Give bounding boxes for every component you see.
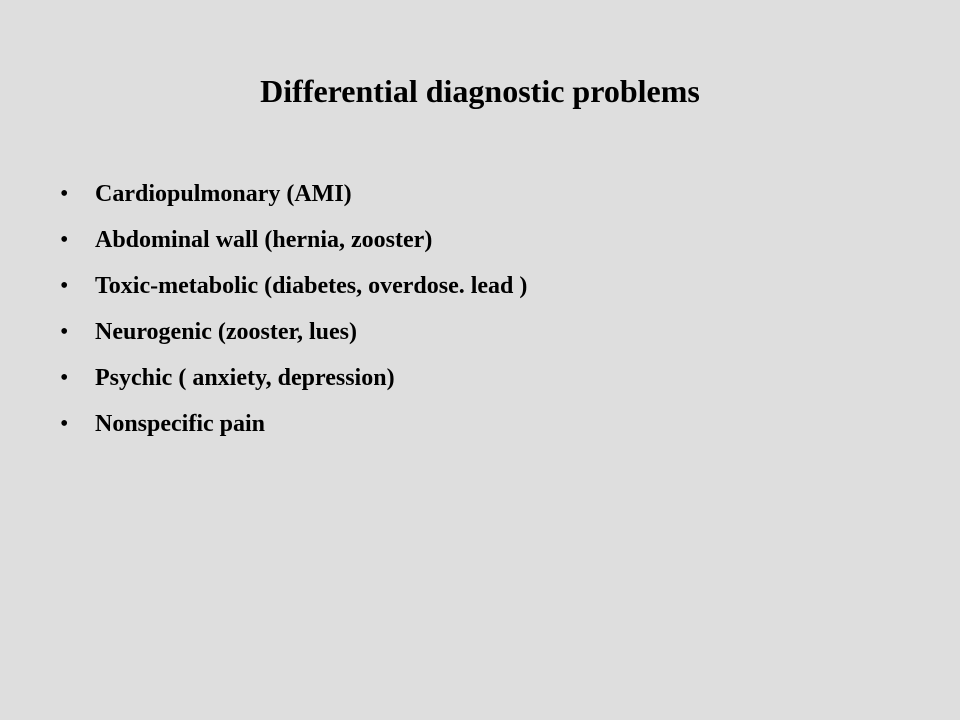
bullet-icon: • [60, 227, 69, 253]
bullet-item [60, 355, 900, 401]
bullet-text: Toxic-metabolic (diabetes, overdose. lead ) [95, 273, 528, 299]
bullet-icon: • [60, 181, 69, 207]
bullet-icon: • [60, 365, 69, 391]
bullet-icon: • [60, 273, 69, 299]
bullet-item [60, 401, 900, 447]
bullet-item [60, 171, 900, 217]
bullet-list [60, 171, 900, 447]
bullet-text: Psychic ( anxiety, depression) [95, 365, 395, 391]
bullet-text: Cardiopulmonary (AMI) [95, 181, 352, 207]
bullet-icon: • [60, 319, 69, 345]
bullet-text: Neurogenic (zooster, lues) [95, 319, 357, 345]
bullet-item [60, 309, 900, 355]
bullet-item [60, 217, 900, 263]
bullet-icon: • [60, 411, 69, 437]
bullet-item [60, 263, 900, 309]
bullet-text: Nonspecific pain [95, 411, 266, 437]
slide-title: Differential diagnostic problems [260, 73, 700, 109]
bullet-text: Abdominal wall (hernia, zooster) [95, 227, 433, 253]
